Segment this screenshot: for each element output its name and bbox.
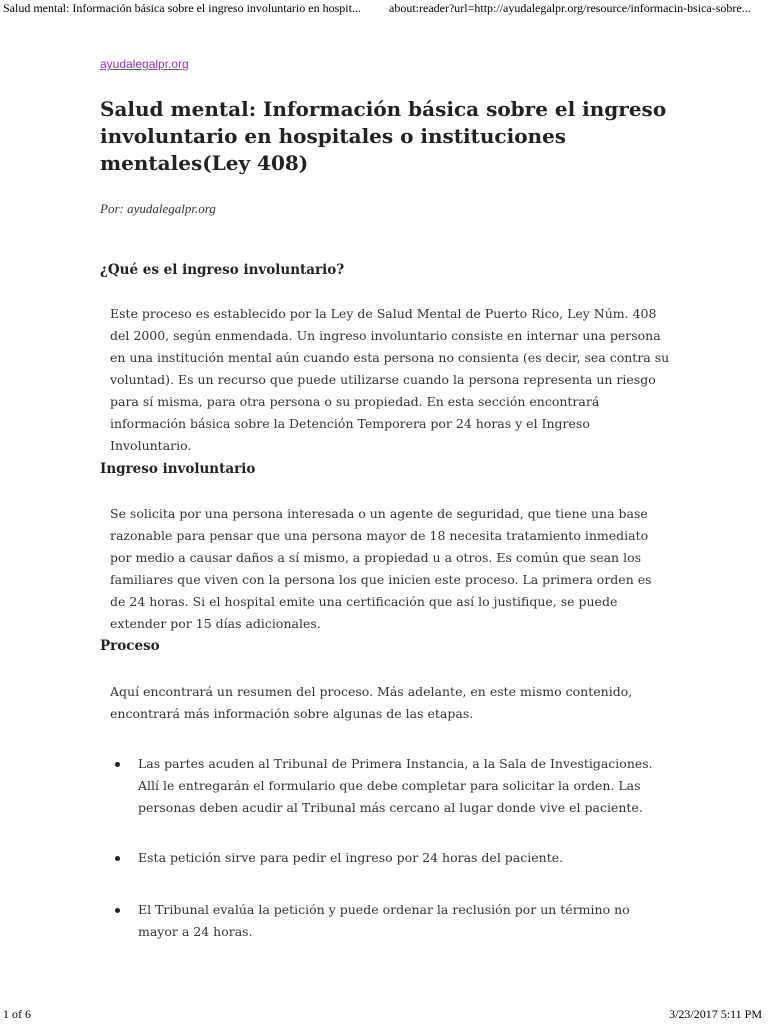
print-footer	[0, 1007, 768, 1023]
list-item-text: Las partes acuden al Tribunal de Primera Instancia, a la Sala de Investigaciones. Allí le entregarán el formulario que debe completar para solicitar la orden. Las personas deben acudir al Tribunal más cercano al lugar donde vive el paciente.	[138, 756, 653, 815]
bullet-icon	[115, 762, 120, 767]
article-title: Salud mental: Información básica sobre el ingreso involuntario en hospitales o instituciones mentales(Ley 408)	[100, 97, 667, 175]
print-date: 3/23/2017 5:11 PM	[669, 1007, 762, 1021]
section-paragraph-proceso: Aquí encontrará un resumen del proceso. Más adelante, en este mismo contenido, encontrará más información sobre algunas de las etapas.	[110, 684, 633, 721]
print-header	[0, 0, 768, 18]
section-heading-proceso: Proceso	[100, 638, 160, 654]
print-header-title: Salud mental: Información básica sobre el ingreso involuntario en hospit...	[3, 1, 361, 15]
list-item	[115, 847, 670, 869]
list-item	[115, 899, 670, 943]
section-heading-ingreso-involuntario: Ingreso involuntario	[100, 461, 256, 477]
page-number: 1 of 6	[3, 1007, 31, 1021]
section-heading-que-es: ¿Qué es el ingreso involuntario?	[100, 262, 345, 278]
section-paragraph-que-es: Este proceso es establecido por la Ley de Salud Mental de Puerto Rico, Ley Núm. 408 del 2000, según enmendada. Un ingreso involuntario consiste en internar una persona en una institución mental aún cuando esta persona no consienta (es decir, sea contra su voluntad). Es un recurso que puede utilizarse cuando la persona representa un riesgo para sí misma, para otra persona o su propiedad. En esta sección encontrará información básica sobre la Detención Temporera por 24 horas y el Ingreso Involuntario.	[110, 306, 670, 453]
print-header-url: about:reader?url=http://ayudalegalpr.org/resource/informacin-bsica-sobre...	[389, 1, 751, 15]
section-paragraph-ingreso-involuntario: Se solicita por una persona interesada o un agente de seguridad, que tiene una base razonable para pensar que una persona mayor de 18 necesita tratamiento inmediato por medio a causar daños a sí mismo, a propiedad u a otros. Es común que sean los familiares que viven con la persona los que inicien este proceso. La primera orden es de 24 horas. Si el hospital emite una certificación que así lo justifique, se puede extender por 15 días adicionales.	[110, 506, 652, 631]
reader-article	[100, 55, 670, 217]
list-item-text: El Tribunal evalúa la petición y puede ordenar la reclusión por un término no mayor a 24 horas.	[138, 902, 630, 939]
bullet-icon	[115, 908, 120, 913]
list-item	[115, 753, 670, 819]
source-domain-link[interactable]: ayudalegalpr.org	[100, 57, 189, 71]
list-item-text: Esta petición sirve para pedir el ingreso por 24 horas del paciente.	[138, 850, 564, 865]
bullet-icon	[115, 856, 120, 861]
article-byline: Por: ayudalegalpr.org	[100, 201, 216, 216]
